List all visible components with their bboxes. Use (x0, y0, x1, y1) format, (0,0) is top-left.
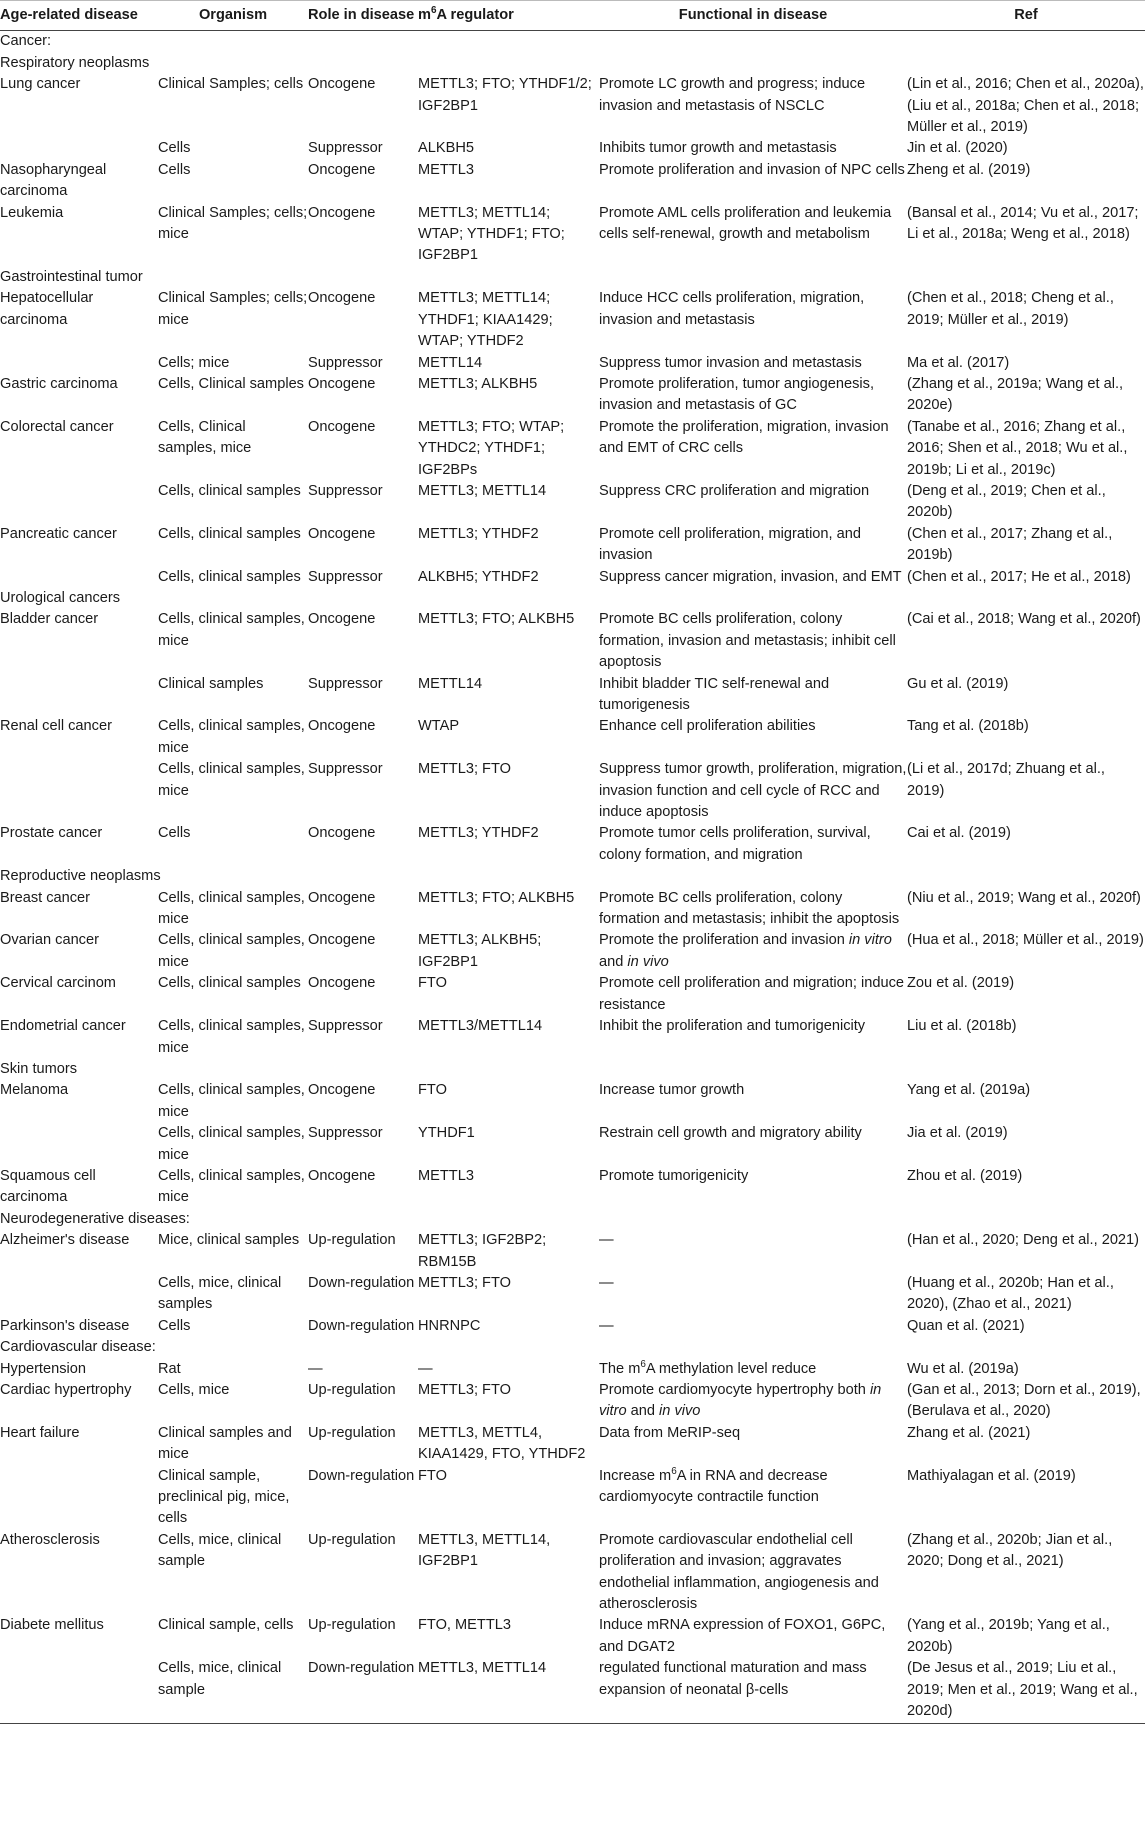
cell-disease: Nasopharyngeal carcinoma (0, 161, 107, 200)
table-row (0, 674, 1145, 717)
cell-ref: (Han et al., 2020; Deng et al., 2021) (907, 1232, 1140, 1249)
cell-organism: Cells, clinical samples, mice (158, 932, 305, 970)
cell-regulator: METTL3 (418, 1167, 474, 1184)
cell-regulator: FTO (418, 1467, 447, 1484)
table-row (0, 1423, 1145, 1466)
cell-disease: Lung cancer (0, 76, 81, 93)
cell-role: Suppressor (308, 761, 383, 778)
cell-regulator: METTL3; METTL14; YTHDF1; KIAA1429; WTAP; YTHDF2 (418, 290, 553, 350)
functional-text: A in RNA and decrease cardiomyocyte contractile function (599, 1467, 828, 1506)
cell-organism: Cells, clinical samples, mice (158, 1082, 305, 1120)
cell-disease: Ovarian cancer (0, 932, 99, 949)
cell-ref: Tang et al. (2018b) (907, 718, 1029, 735)
cell-regulator: YTHDF1 (418, 1125, 475, 1142)
functional-sup: 6 (640, 1358, 646, 1370)
cell-organism: Cells, clinical samples (158, 525, 301, 542)
cell-disease (0, 674, 158, 717)
cell-ref: (Lin et al., 2016; Chen et al., 2020a), (Liu et al., 2018a; Chen et al., 2018; Müller et al., 2019) (907, 76, 1144, 136)
table-row (0, 1016, 1145, 1059)
cell-disease: Cardiac hypertrophy (0, 1382, 132, 1398)
cell-functional: — (599, 1274, 614, 1291)
cell-role: Down-regulation (308, 1317, 415, 1334)
cell-functional: Promote BC cells proliferation, colony formation, invasion and metastasis; inhibit cell apoptosis (599, 611, 896, 671)
section-label: Cancer: (0, 33, 52, 50)
cell-role: Up-regulation (308, 1531, 396, 1548)
functional-italic-1: in vitro (848, 932, 892, 949)
cell-functional: Promote BC cells proliferation, colony formation and metastasis; inhibit the apoptosis (599, 889, 900, 928)
cell-regulator: METTL3; IGF2BP2; RBM15B (418, 1232, 547, 1270)
cell-ref: Ma et al. (2017) (907, 354, 1010, 371)
cell-regulator: METTL3; FTO; YTHDF1/2; IGF2BP1 (418, 76, 592, 114)
cell-functional: — (599, 1232, 614, 1249)
cell-ref: Quan et al. (2021) (907, 1317, 1025, 1334)
cell-disease: Colorectal cancer (0, 418, 114, 435)
cell-disease: Leukemia (0, 204, 64, 221)
cell-disease (0, 1123, 158, 1166)
cell-organism: Clinical samples and mice (158, 1424, 292, 1463)
subsection-label: Skin tumors (0, 1060, 78, 1077)
cell-functional (599, 1466, 907, 1530)
header-ref: Ref (907, 1, 1145, 31)
cell-role: Down-regulation (308, 1658, 418, 1723)
cell-role: Down-regulation (308, 1274, 415, 1291)
functional-text: A methylation level reduce (645, 1360, 817, 1377)
cell-role: Oncogene (308, 1167, 376, 1184)
cell-disease (0, 567, 158, 588)
table-row (0, 353, 1145, 374)
cell-role: Oncogene (308, 525, 376, 542)
cell-functional: Promote LC growth and progress; induce invasion and metastasis of NSCLC (599, 76, 866, 114)
table-row (0, 288, 1145, 352)
subsection-row (0, 1337, 1145, 1358)
cell-regulator: ALKBH5 (418, 140, 474, 157)
cell-regulator: — (418, 1360, 433, 1377)
cell-ref: (Deng et al., 2019; Chen et al., 2020b) (907, 482, 1106, 521)
cell-role: Up-regulation (308, 1424, 396, 1441)
table-row (0, 930, 1145, 973)
cell-ref: Zhang et al. (2021) (907, 1424, 1031, 1441)
cell-functional: Induce HCC cells proliferation, migration, invasion and metastasis (599, 290, 865, 328)
table-row (0, 1273, 1145, 1316)
cell-ref: Mathiyalagan et al. (2019) (907, 1467, 1076, 1484)
cell-ref: Jia et al. (2019) (907, 1125, 1008, 1142)
subsection-label: Neurodegenerative diseases: (0, 1210, 190, 1227)
cell-disease: Gastric carcinoma (0, 375, 118, 392)
cell-ref: (Chen et al., 2017; He et al., 2018) (907, 568, 1131, 585)
cell-functional: Promote tumorigenicity (599, 1167, 749, 1184)
section-row (0, 31, 1145, 53)
cell-regulator: METTL3; FTO (418, 761, 511, 778)
cell-organism: Clinical samples (158, 675, 264, 692)
cell-disease: Squamous cell carcinoma (0, 1167, 96, 1206)
table-row (0, 1166, 1145, 1209)
cell-disease: Renal cell cancer (0, 718, 112, 735)
subsection-row (0, 267, 1145, 288)
cell-functional: Suppress cancer migration, invasion, and EMT (599, 568, 902, 585)
cell-organism: Clinical Samples; cells (158, 76, 304, 93)
cell-role: Up-regulation (308, 1382, 396, 1398)
cell-regulator: METTL3; FTO; WTAP; YTHDC2; YTHDF1; IGF2BPs (418, 418, 565, 478)
cell-regulator: METTL3; ALKBH5 (418, 375, 538, 392)
table-body (0, 31, 1145, 1723)
table-row (0, 481, 1145, 524)
cell-organism: Cells, mice, clinical sample (158, 1658, 308, 1723)
header-role: Role in disease (308, 1, 418, 31)
table-row (0, 973, 1145, 1016)
cell-organism: Cells (158, 161, 191, 178)
cell-disease: Melanoma (0, 1082, 69, 1099)
subsection-row (0, 1209, 1145, 1230)
cell-regulator: METTL3; METTL14 (418, 482, 547, 499)
subsection-label: Reproductive neoplasms (0, 868, 161, 885)
table-row (0, 1658, 1145, 1723)
cell-ref: Cai et al. (2019) (907, 825, 1011, 842)
header-organism: Organism (158, 1, 308, 31)
table-row (0, 1080, 1145, 1123)
cell-regulator: ALKBH5; YTHDF2 (418, 568, 539, 585)
cell-role: Oncogene (308, 76, 376, 93)
cell-organism: Cells, Clinical samples (158, 375, 304, 392)
cell-functional: Data from MeRIP-seq (599, 1424, 741, 1441)
cell-regulator: HNRNPC (418, 1317, 481, 1334)
cell-role: — (308, 1360, 323, 1377)
table-row (0, 1530, 1145, 1616)
table-row (0, 417, 1145, 481)
cell-disease (0, 353, 158, 374)
cell-functional: regulated functional maturation and mass expansion of neonatal β-cells (599, 1658, 907, 1723)
cell-regulator: METTL3/METTL14 (418, 1018, 543, 1035)
table-row (0, 1230, 1145, 1273)
cell-regulator: METTL3; FTO (418, 1382, 511, 1398)
cell-role: Suppressor (308, 1018, 383, 1035)
subsection-label: Respiratory neoplasms (0, 54, 150, 71)
functional-pre: The m (599, 1360, 641, 1377)
cell-role: Oncogene (308, 204, 376, 221)
cell-organism: Cells, clinical samples (158, 482, 301, 499)
cell-disease: Bladder cancer (0, 611, 99, 628)
cell-disease (0, 1658, 158, 1723)
cell-organism: Cells (158, 140, 191, 157)
cell-ref: (Li et al., 2017d; Zhuang et al., 2019) (907, 761, 1105, 799)
cell-ref: (Chen et al., 2017; Zhang et al., 2019b) (907, 525, 1113, 564)
cell-role: Up-regulation (308, 1617, 396, 1634)
table-row (0, 1380, 1145, 1423)
cell-disease: Breast cancer (0, 889, 91, 906)
cell-disease (0, 759, 158, 823)
cell-role: Up-regulation (308, 1232, 396, 1249)
cell-role: Oncogene (308, 718, 376, 735)
cell-ref: (Hua et al., 2018; Müller et al., 2019) (907, 932, 1144, 949)
cell-regulator: METTL3; FTO (418, 1274, 511, 1291)
table-row (0, 823, 1145, 866)
cell-role: Suppressor (308, 354, 383, 371)
cell-ref: Yang et al. (2019a) (907, 1082, 1031, 1099)
table-row (0, 138, 1145, 159)
cell-functional (599, 930, 907, 973)
cell-ref: (Chen et al., 2018; Cheng et al., 2019; Müller et al., 2019) (907, 290, 1114, 328)
cell-functional: Promote cell proliferation, migration, and invasion (599, 525, 862, 564)
cell-role: Suppressor (308, 140, 383, 157)
cell-organism: Rat (158, 1360, 181, 1377)
functional-pre: Increase m (599, 1467, 672, 1484)
cell-disease (0, 1466, 158, 1530)
cell-functional: Inhibit the proliferation and tumorigenicity (599, 1018, 866, 1035)
cell-functional: Restrain cell growth and migratory ability (599, 1125, 862, 1142)
cell-disease: Prostate cancer (0, 825, 103, 842)
cell-regulator: METTL14 (418, 675, 483, 692)
cell-disease: Endometrial cancer (0, 1018, 126, 1035)
cell-role: Suppressor (308, 675, 383, 692)
table-row (0, 1359, 1145, 1380)
cell-organism: Cells; mice (158, 354, 230, 371)
cell-ref: Zou et al. (2019) (907, 975, 1015, 992)
cell-regulator: METTL3 (418, 161, 474, 178)
cell-role: Oncogene (308, 825, 376, 842)
cell-disease: Cervical carcinom (0, 975, 116, 992)
cell-functional: Suppress tumor invasion and metastasis (599, 354, 862, 371)
cell-ref: (Zhang et al., 2020b; Jian et al., 2020; Dong et al., 2021) (907, 1531, 1113, 1570)
cell-functional (599, 1359, 907, 1380)
cell-role: Oncogene (308, 418, 376, 435)
subsection-row (0, 866, 1145, 887)
cell-role: Oncogene (308, 375, 376, 392)
cell-disease: Hepatocellular carcinoma (0, 290, 94, 328)
table-row (0, 1123, 1145, 1166)
cell-disease: Hypertension (0, 1360, 86, 1377)
cell-disease: Atherosclerosis (0, 1531, 100, 1548)
header-regulator (418, 1, 599, 31)
header-regulator-pre: m (418, 7, 431, 23)
subsection-row (0, 53, 1145, 74)
cell-functional: Induce mRNA expression of FOXO1, G6PC, and DGAT2 (599, 1617, 886, 1655)
cell-regulator: METTL3, METTL14 (418, 1658, 599, 1723)
cell-organism: Cells, mice, clinical sample (158, 1531, 282, 1570)
cell-functional: — (599, 1317, 614, 1334)
cell-organism: Clinical sample, cells (158, 1617, 294, 1634)
cell-functional: Promote proliferation and invasion of NPC cells (599, 161, 905, 178)
cell-regulator: WTAP (418, 718, 460, 735)
cell-organism: Cells (158, 1317, 191, 1334)
cell-functional: Promote the proliferation, migration, invasion and EMT of CRC cells (599, 418, 889, 457)
cell-disease (0, 138, 158, 159)
cell-organism: Cells, clinical samples, mice (158, 718, 305, 756)
functional-text: Promote cardiomyocyte hypertrophy both (599, 1382, 866, 1398)
functional-italic-2: in vivo (627, 953, 669, 970)
functional-mid: and (626, 1403, 660, 1420)
cell-functional: Promote cell proliferation and migration; induce resistance (599, 975, 905, 1013)
functional-italic-2: in vivo (659, 1403, 701, 1420)
cell-organism: Cells, clinical samples, mice (158, 1125, 305, 1163)
table-row (0, 609, 1145, 673)
cell-functional: Suppress tumor growth, proliferation, migration, invasion function and cell cycle of RCC and induce apoptosis (599, 761, 907, 821)
cell-ref: Liu et al. (2018b) (907, 1018, 1017, 1035)
cell-organism: Cells, Clinical samples, mice (158, 418, 252, 457)
cell-ref: Jin et al. (2020) (907, 140, 1008, 157)
cell-functional (599, 1380, 907, 1423)
cell-role: Down-regulation (308, 1467, 415, 1484)
subsection-label: Urological cancers (0, 589, 121, 606)
table-row (0, 74, 1145, 138)
cell-organism: Cells, clinical samples, mice (158, 611, 305, 649)
cell-ref: Gu et al. (2019) (907, 675, 1009, 692)
subsection-label: Cardiovascular disease: (0, 1339, 156, 1356)
cell-regulator: FTO (418, 975, 447, 992)
cell-regulator: METTL3, METTL4, KIAA1429, FTO, YTHDF2 (418, 1424, 586, 1463)
cell-disease: Pancreatic cancer (0, 525, 117, 542)
cell-ref: (Gan et al., 2013; Dorn et al., 2019), (Berulava et al., 2020) (907, 1382, 1141, 1420)
cell-regulator: METTL3; FTO; ALKBH5 (418, 611, 575, 628)
table-row (0, 524, 1145, 567)
cell-role: Suppressor (308, 1125, 383, 1142)
cell-ref: (Huang et al., 2020b; Han et al., 2020), (Zhao et al., 2021) (907, 1274, 1114, 1313)
subsection-row (0, 1059, 1145, 1080)
cell-organism: Clinical Samples; cells; mice (158, 290, 308, 328)
cell-role: Oncogene (308, 161, 376, 178)
header-functional: Functional in disease (599, 1, 907, 31)
header-disease: Age-related disease (0, 1, 158, 31)
cell-role: Oncogene (308, 975, 376, 992)
cell-organism: Mice, clinical samples (158, 1232, 300, 1249)
header-row (0, 1, 1145, 31)
cell-functional: Promote tumor cells proliferation, survival, colony formation, and migration (599, 825, 871, 863)
table-row (0, 567, 1145, 588)
subsection-row (0, 588, 1145, 609)
cell-functional: Suppress CRC proliferation and migration (599, 482, 870, 499)
cell-organism: Cells, clinical samples (158, 975, 301, 992)
cell-ref: (Zhang et al., 2019a; Wang et al., 2020e) (907, 375, 1124, 414)
cell-role: Oncogene (308, 889, 376, 906)
cell-organism: Clinical sample, preclinical pig, mice, cells (158, 1467, 290, 1527)
functional-italic-1: in vitro (599, 1382, 882, 1420)
table-row (0, 888, 1145, 931)
functional-sup: 6 (671, 1465, 677, 1477)
cell-organism: Cells, clinical samples (158, 568, 301, 585)
cell-ref: (Tanabe et al., 2016; Zhang et al., 2016; Shen et al., 2018; Wu et al., 2019b; Li et al., 2019c) (907, 418, 1128, 478)
cell-organism: Cells (158, 825, 191, 842)
table-row (0, 1316, 1145, 1337)
table-row (0, 1466, 1145, 1530)
cell-regulator: METTL14 (418, 354, 483, 371)
cell-organism: Cells, clinical samples, mice (158, 761, 305, 799)
table-row (0, 160, 1145, 203)
cell-disease (0, 1273, 158, 1316)
cell-regulator: METTL3; YTHDF2 (418, 825, 539, 842)
functional-mid: and (599, 953, 628, 970)
cell-role: Oncogene (308, 611, 376, 628)
cell-organism: Cells, clinical samples, mice (158, 1018, 305, 1056)
cell-organism: Cells, clinical samples, mice (158, 1167, 305, 1206)
table-row (0, 716, 1145, 759)
cell-disease: Parkinson's disease (0, 1317, 130, 1334)
cell-role: Oncogene (308, 290, 376, 307)
cell-organism: Clinical Samples; cells; mice (158, 204, 308, 243)
cell-regulator: FTO, METTL3 (418, 1617, 511, 1634)
cell-role: Oncogene (308, 932, 376, 949)
cell-disease (0, 481, 158, 524)
cell-ref: Wu et al. (2019a) (907, 1360, 1019, 1377)
cell-role: Suppressor (308, 482, 383, 499)
cell-regulator: FTO (418, 1082, 447, 1099)
subsection-label: Gastrointestinal tumor (0, 268, 143, 285)
cell-organism: Cells, mice (158, 1382, 230, 1398)
cell-organism: Cells, clinical samples, mice (158, 889, 305, 928)
functional-text: Promote the proliferation and invasion (599, 932, 845, 949)
cell-ref: (Niu et al., 2019; Wang et al., 2020f) (907, 889, 1141, 906)
cell-ref: (Bansal et al., 2014; Vu et al., 2017; Li et al., 2018a; Weng et al., 2018) (907, 204, 1139, 243)
cell-ref: (Cai et al., 2018; Wang et al., 2020f) (907, 611, 1141, 628)
cell-functional: Increase tumor growth (599, 1082, 745, 1099)
cell-ref: Zheng et al. (2019) (907, 161, 1031, 178)
cell-ref: (De Jesus et al., 2019; Liu et al., 2019; Men et al., 2019; Wang et al., 2020d) (907, 1658, 1145, 1723)
cell-ref: (Yang et al., 2019b; Yang et al., 2020b) (907, 1617, 1110, 1655)
cell-functional: Inhibits tumor growth and metastasis (599, 140, 837, 157)
table-row (0, 203, 1145, 267)
cell-functional: Inhibit bladder TIC self-renewal and tumorigenesis (599, 675, 830, 713)
table-row (0, 1615, 1145, 1658)
header-regulator-sup: 6 (430, 5, 437, 17)
cell-regulator: METTL3; YTHDF2 (418, 525, 539, 542)
cell-functional: Enhance cell proliferation abilities (599, 718, 816, 735)
cell-functional: Promote AML cells proliferation and leukemia cells self-renewal, growth and metabolism (599, 204, 892, 243)
cell-functional: Promote proliferation, tumor angiogenesis, invasion and metastasis of GC (599, 375, 874, 414)
cell-role: Oncogene (308, 1082, 376, 1099)
cell-functional: Promote cardiovascular endothelial cell proliferation and invasion; aggravates endothelial inflammation, angiogenesis and atherosclerosis (599, 1531, 879, 1613)
cell-regulator: METTL3; METTL14; WTAP; YTHDF1; FTO; IGF2BP1 (418, 204, 565, 264)
cell-ref: Zhou et al. (2019) (907, 1167, 1023, 1184)
table-row (0, 374, 1145, 417)
cell-regulator: METTL3; ALKBH5; IGF2BP1 (418, 932, 542, 970)
cell-disease: Alzheimer's disease (0, 1232, 130, 1249)
table-row (0, 759, 1145, 823)
cell-disease: Heart failure (0, 1424, 80, 1441)
cell-role: Suppressor (308, 568, 383, 585)
header-regulator-post: A regulator (436, 7, 514, 23)
cell-regulator: METTL3, METTL14, IGF2BP1 (418, 1531, 551, 1570)
cell-organism: Cells, mice, clinical samples (158, 1274, 282, 1313)
cell-disease: Diabete mellitus (0, 1617, 104, 1634)
cell-regulator: METTL3; FTO; ALKBH5 (418, 889, 575, 906)
